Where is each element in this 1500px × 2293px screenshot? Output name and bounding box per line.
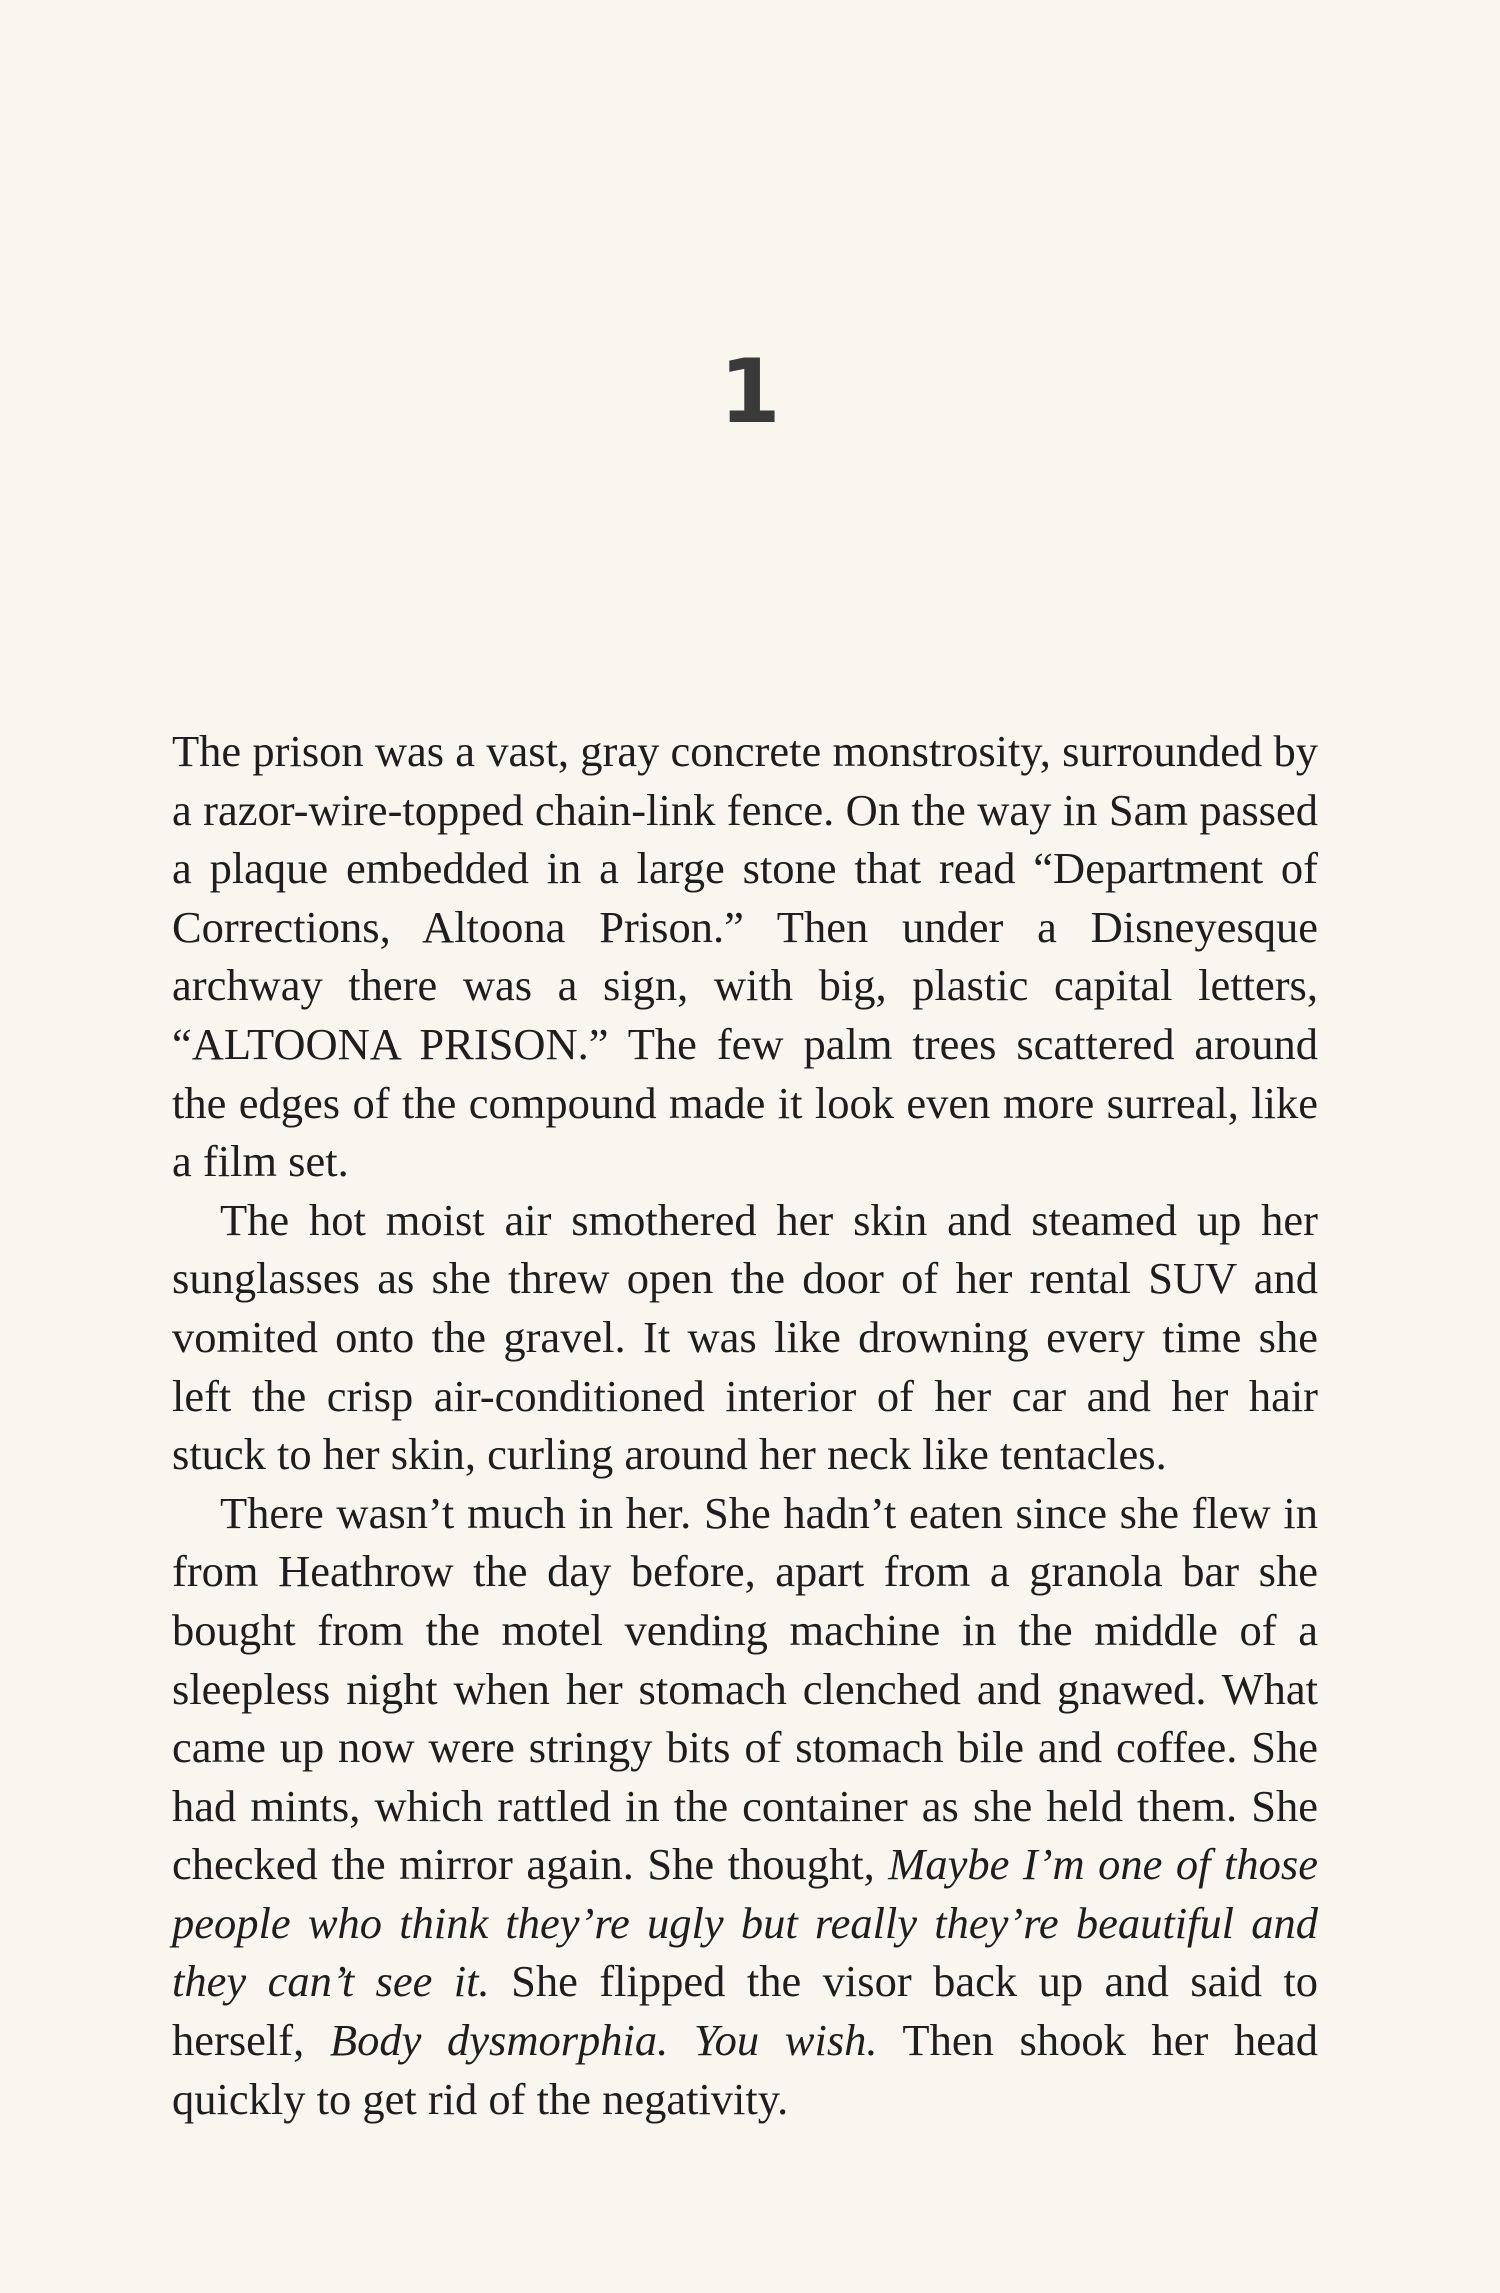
- paragraph-3-text-b: She flipped the visor back up and said to herself,: [172, 1956, 1319, 2066]
- paragraph-3-text-c: Then shook her head quickly to get rid of the negativity.: [172, 2015, 1318, 2124]
- chapter-body: [172, 722, 1318, 2128]
- paragraph-2: The hot moist air smothered her skin and steamed up her sunglasses as she threw open the door of her rental SUV and vomited onto the gravel. It was like drowning every time she left the crisp air-conditioned interior of her car and her hair stuck to her skin, curling around her neck like tentacles.: [172, 1194, 1318, 1480]
- paragraph-3-text-a: There wasn’t much in her. She hadn’t eaten since she flew in from Heathrow the day before, apart from a granola bar she bought from the motel vending machine in the middle of a sleepless night when her stomach clenched and gnawed. What came up now were stringy bits of stomach bile and coffee. She had mints, which rattled in the container as she held them. She checked the mirror again. She thought,: [172, 1487, 1318, 1890]
- paragraph-3-italic-phrase: Body dysmorphia. You wish.: [329, 2015, 878, 2066]
- paragraph-3-italic-thought: Maybe I’m one of those people who think they’re ugly but really they’re beautiful and they can’t see it.: [172, 1839, 1318, 2007]
- chapter-number: 1: [719, 340, 781, 443]
- paragraph-3: [172, 1484, 1318, 2129]
- paragraph-1: The prison was a vast, gray concrete monstrosity, surrounded by a razor-wire-topped chain-link fence. On the way in Sam passed a plaque embedded in a large stone that read “Department of Corrections, Altoona Prison.” Then under a Disneyesque archway there was a sign, with big, plastic capital letters, “ALTOONA PRISON.” The few palm trees scattered around the edges of the compound made it look even more surreal, like a film set.: [172, 726, 1318, 1187]
